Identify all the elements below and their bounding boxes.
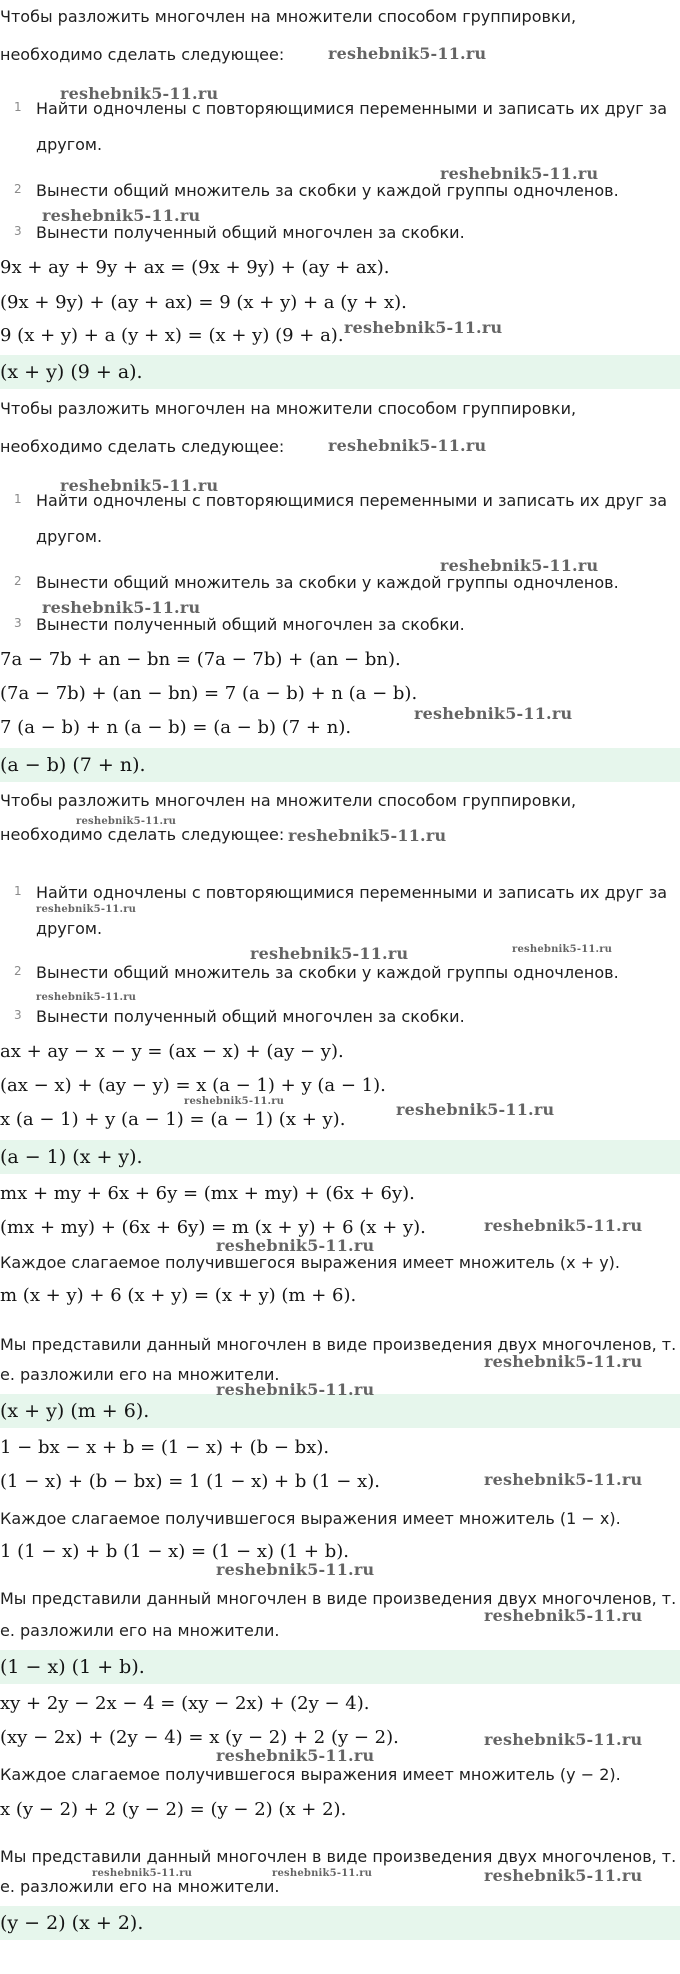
intro-text: Чтобы разложить многочлен на множители способом группировки, (0, 7, 577, 26)
equation: 7 (a − b) + n (a − b) = (a − b) (7 + n). (0, 717, 352, 738)
watermark: reshebnik5-11.ru (484, 1216, 643, 1235)
conclusion-text: е. разложили его на множители. (0, 1365, 280, 1384)
step-text: Найти одночлены с повторяющимися переменными и записать их друг за (36, 883, 668, 902)
equation: (xy − 2x) + (2y − 4) = x (y − 2) + 2 (y − 2). (0, 1727, 399, 1748)
step-text: Вынести общий множитель за скобки у каждой группы одночленов. (36, 963, 619, 982)
equation: 9x + ay + 9y + ax = (9x + 9y) + (ay + ax). (0, 257, 390, 278)
step-number: 3 (14, 224, 22, 238)
common-factor-text: Каждое слагаемое получившегося выражения имеет множитель (y − 2). (0, 1765, 621, 1784)
watermark: reshebnik5-11.ru (396, 1100, 555, 1119)
common-factor-text: Каждое слагаемое получившегося выражения имеет множитель (x + y). (0, 1253, 620, 1272)
step-number: 3 (14, 1008, 22, 1022)
equation: (9x + 9y) + (ay + ax) = 9 (x + y) + a (y + x). (0, 292, 407, 313)
watermark: reshebnik5-11.ru (414, 704, 573, 723)
step-text: Вынести полученный общий многочлен за скобки. (36, 223, 465, 242)
watermark: reshebnik5-11.ru (216, 1560, 375, 1579)
equation: (7a − 7b) + (an − bn) = 7 (a − b) + n (a − b). (0, 683, 418, 704)
watermark: reshebnik5-11.ru (184, 1096, 285, 1107)
watermark: reshebnik5-11.ru (512, 944, 613, 955)
watermark: reshebnik5-11.ru (60, 84, 219, 103)
conclusion-text: Мы представили данный многочлен в виде произведения двух многочленов, т. (0, 1847, 677, 1866)
answer-box (0, 1906, 680, 1940)
watermark: reshebnik5-11.ru (92, 1868, 193, 1879)
answer-box (0, 355, 680, 389)
intro-text: необходимо сделать следующее: (0, 45, 285, 64)
answer-text: (y − 2) (x + 2). (0, 1912, 144, 1934)
equation: mx + my + 6x + 6y = (mx + my) + (6x + 6y). (0, 1183, 415, 1204)
equation: 7a − 7b + an − bn = (7a − 7b) + (an − bn). (0, 649, 401, 670)
watermark: reshebnik5-11.ru (484, 1866, 643, 1885)
watermark: reshebnik5-11.ru (42, 206, 201, 225)
watermark: reshebnik5-11.ru (484, 1352, 643, 1371)
step-item (0, 614, 680, 638)
conclusion-text: Мы представили данный многочлен в виде произведения двух многочленов, т. (0, 1589, 677, 1608)
intro-text: Чтобы разложить многочлен на множители способом группировки, (0, 791, 577, 810)
equation: x (y − 2) + 2 (y − 2) = (y − 2) (x + 2). (0, 1799, 347, 1820)
watermark: reshebnik5-11.ru (36, 904, 137, 915)
intro-text: необходимо сделать следующее: (0, 825, 285, 844)
step-text: Вынести общий множитель за скобки у каждой группы одночленов. (36, 181, 619, 200)
step-number: 1 (14, 884, 22, 898)
step-text: Найти одночлены с повторяющимися переменными и записать их друг за (36, 99, 668, 118)
watermark: reshebnik5-11.ru (42, 598, 201, 617)
watermark: reshebnik5-11.ru (272, 1868, 373, 1879)
intro-text: Чтобы разложить многочлен на множители способом группировки, (0, 399, 577, 418)
equation: m (x + y) + 6 (x + y) = (x + y) (m + 6). (0, 1285, 357, 1306)
equation: 9 (x + y) + a (y + x) = (x + y) (9 + a). (0, 325, 344, 346)
answer-box (0, 748, 680, 782)
step-number: 1 (14, 100, 22, 114)
watermark: reshebnik5-11.ru (216, 1236, 375, 1255)
step-item (0, 572, 680, 596)
watermark: reshebnik5-11.ru (76, 816, 177, 827)
step-number: 1 (14, 492, 22, 506)
step-text: Найти одночлены с повторяющимися переменными и записать их друг за (36, 491, 668, 510)
step-number: 2 (14, 574, 22, 588)
answer-box (0, 1650, 680, 1684)
equation: 1 (1 − x) + b (1 − x) = (1 − x) (1 + b). (0, 1541, 349, 1562)
answer-text: (x + y) (9 + a). (0, 361, 143, 383)
step-number: 3 (14, 616, 22, 630)
step-item (0, 962, 680, 986)
answer-box (0, 1140, 680, 1174)
watermark: reshebnik5-11.ru (328, 436, 487, 455)
step-number: 2 (14, 182, 22, 196)
watermark: reshebnik5-11.ru (484, 1730, 643, 1749)
step-text-continued: другом. (36, 135, 103, 154)
watermark: reshebnik5-11.ru (36, 992, 137, 1003)
step-text: Вынести общий множитель за скобки у каждой группы одночленов. (36, 573, 619, 592)
step-item (0, 1006, 680, 1030)
equation: xy + 2y − 2x − 4 = (xy − 2x) + (2y − 4). (0, 1693, 370, 1714)
watermark: reshebnik5-11.ru (216, 1746, 375, 1765)
intro-text: необходимо сделать следующее: (0, 437, 285, 456)
common-factor-text: Каждое слагаемое получившегося выражения имеет множитель (1 − x). (0, 1509, 621, 1528)
watermark: reshebnik5-11.ru (344, 318, 503, 337)
equation: (ax − x) + (ay − y) = x (a − 1) + y (a − 1). (0, 1075, 386, 1096)
answer-text: (x + y) (m + 6). (0, 1400, 150, 1422)
step-item (0, 222, 680, 246)
watermark: reshebnik5-11.ru (440, 556, 599, 575)
equation: (mx + my) + (6x + 6y) = m (x + y) + 6 (x + y). (0, 1217, 426, 1238)
conclusion-text: е. разложили его на множители. (0, 1621, 280, 1640)
step-text-continued: другом. (36, 919, 103, 938)
watermark: reshebnik5-11.ru (328, 44, 487, 63)
equation: (1 − x) + (b − bx) = 1 (1 − x) + b (1 − x). (0, 1471, 381, 1492)
watermark: reshebnik5-11.ru (484, 1470, 643, 1489)
step-item (0, 882, 680, 906)
equation: x (a − 1) + y (a − 1) = (a − 1) (x + y). (0, 1109, 346, 1130)
watermark: reshebnik5-11.ru (288, 826, 447, 845)
watermark: reshebnik5-11.ru (216, 1380, 375, 1399)
step-item (0, 180, 680, 204)
watermark: reshebnik5-11.ru (250, 944, 409, 963)
watermark: reshebnik5-11.ru (60, 476, 219, 495)
equation: ax + ay − x − y = (ax − x) + (ay − y). (0, 1041, 344, 1062)
step-text: Вынести полученный общий многочлен за скобки. (36, 615, 465, 634)
conclusion-text: е. разложили его на множители. (0, 1877, 280, 1896)
watermark: reshebnik5-11.ru (440, 164, 599, 183)
step-text-continued: другом. (36, 527, 103, 546)
answer-box (0, 1394, 680, 1428)
answer-text: (1 − x) (1 + b). (0, 1656, 145, 1678)
answer-text: (a − 1) (x + y). (0, 1146, 143, 1168)
step-text: Вынести полученный общий многочлен за скобки. (36, 1007, 465, 1026)
watermark: reshebnik5-11.ru (484, 1606, 643, 1625)
conclusion-text: Мы представили данный многочлен в виде произведения двух многочленов, т. (0, 1335, 677, 1354)
equation: 1 − bx − x + b = (1 − x) + (b − bx). (0, 1437, 330, 1458)
step-number: 2 (14, 964, 22, 978)
answer-text: (a − b) (7 + n). (0, 754, 146, 776)
